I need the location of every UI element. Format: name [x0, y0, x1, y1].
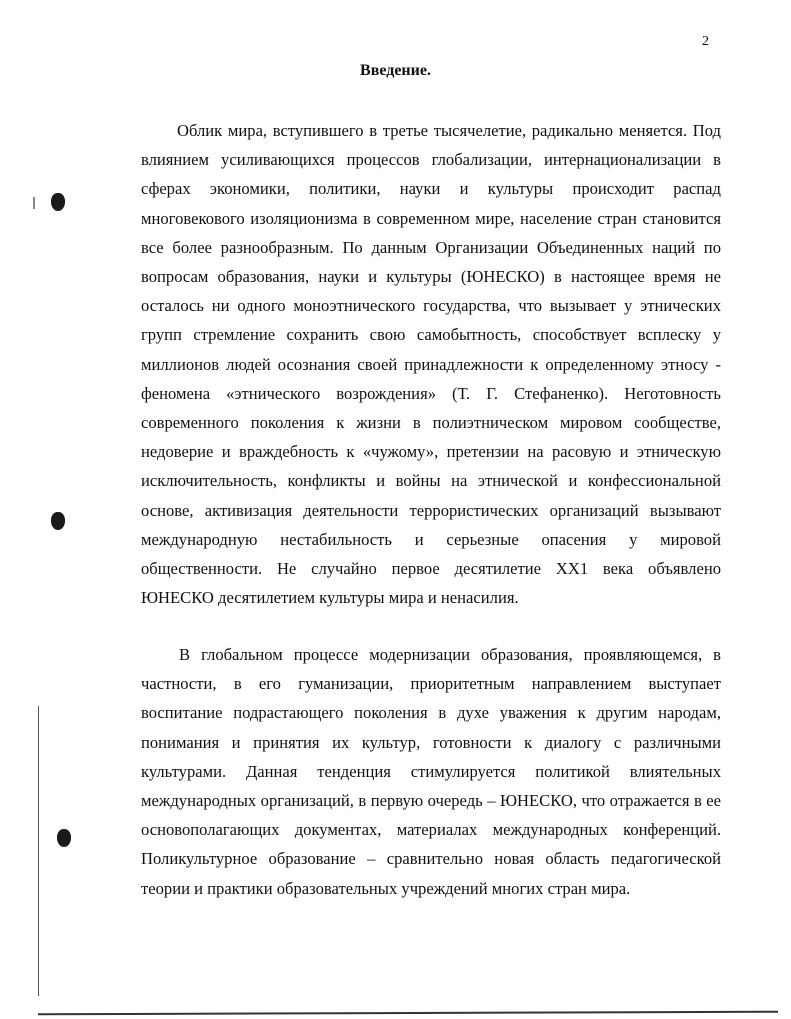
paragraph-1: Облик мира, вступившего в третье тысячелетие, радикально меняется. Под влиянием усиливающихся процессов глобализации, интернационализации в сферах экономики, политики, науки и культуры происходит распад многовекового изоляционизма в современном мире, население стран становится все более разнообразным. По данным Организации Объединенных наций по вопросам образования, науки и культуры (ЮНЕСКО) в настоящее время не осталось ни одного моноэтнического государства, что вызывает у этнических групп стремление сохранить свою самобытность, способствует всплеску у миллионов людей осознания своей принадлежности к определенному этносу - феномена «этнического возрождения» (Т. Г. Стефаненко). Неготовность современного поколения к жизни в полиэтническом мировом сообществе, недоверие и враждебность к «чужому», претензии на расовую и этническую исключительность, конфликты и войны на этнической и конфессиональной основе, активизация деятельности террористических организаций вызывают международную нестабильность и серьезные опасения у мировой общественности. Не случайно первое десятилетие XX1 века объявлено ЮНЕСКО десятилетием культуры мира и ненасилия.: [141, 121, 721, 608]
binding-hole: [57, 829, 71, 847]
margin-line: [38, 706, 39, 996]
paragraph-2: В глобальном процессе модернизации образования, проявляющемся, в частности, в его гуманизации, приоритетным направлением выступает воспитание подрастающего поколения в духе уважения к другим народам, понимания и принятия их культур, готовности к диалогу с различными культурами. Данная тенденция стимулируется политикой влиятельных международных организаций, в первую очередь – ЮНЕСКО, что отражается в ее основополагающих документах, материалах международных конференций. Поликультурное образование – сравнительно новая область педагогической теории и практики образовательных учреждений многих стран мира.: [141, 645, 721, 898]
binding-hole: [51, 512, 65, 530]
page-bottom-edge: [38, 1011, 778, 1016]
binding-hole: [51, 193, 65, 211]
page-number: 2: [702, 34, 709, 49]
page-title: Введение.: [360, 62, 431, 79]
scan-artifact: [33, 197, 35, 209]
